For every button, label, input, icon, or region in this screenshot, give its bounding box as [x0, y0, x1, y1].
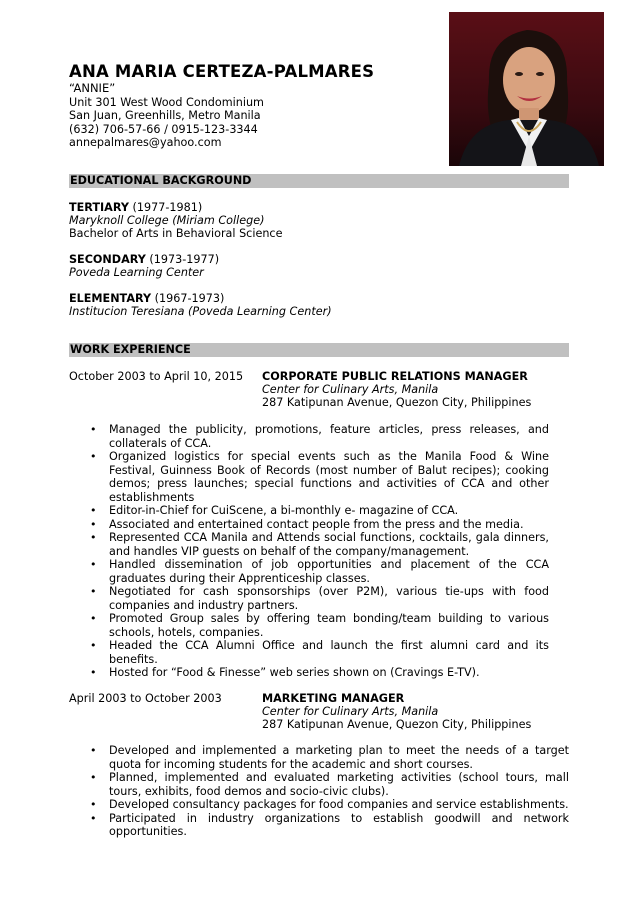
address-line-1: Unit 301 West Wood Condominium — [69, 96, 264, 109]
list-item: • Developed and implemented a marketing plan to meet the needs of a target quota for incoming students for the academic and short courses. — [90, 744, 569, 771]
list-item: • Handled dissemination of job opportunities and placement of the CCA graduates during their Apprenticeship classes. — [90, 558, 549, 585]
job-title: MARKETING MANAGER — [262, 692, 405, 705]
list-item: • Promoted Group sales by offering team bonding/team building to various schools, hotels, companies. — [90, 612, 549, 639]
list-item: • Editor-in-Chief for CuiScene, a bi-monthly e- magazine of CCA. — [90, 504, 549, 518]
portrait-photo — [449, 12, 604, 166]
list-item: • Headed the CCA Alumni Office and launch the first alumni card and its benefits. — [90, 639, 549, 666]
education-level: SECONDARY — [69, 253, 146, 266]
resume-name: ANA MARIA CERTEZA-PALMARES — [69, 62, 375, 81]
job-dates: April 2003 to October 2003 — [69, 692, 222, 705]
education-elementary-school: Institucion Teresiana (Poveda Learning Center) — [69, 305, 332, 318]
section-heading-education: EDUCATIONAL BACKGROUND — [69, 174, 569, 188]
job-title: CORPORATE PUBLIC RELATIONS MANAGER — [262, 370, 528, 383]
job-duties-list — [90, 423, 549, 680]
list-item: • Hosted for “Food & Finesse” web series shown on (Cravings E-TV). — [90, 666, 549, 680]
job-address: 287 Katipunan Avenue, Quezon City, Philippines — [262, 396, 532, 409]
education-secondary-school: Poveda Learning Center — [69, 266, 204, 279]
education-elementary-heading — [69, 292, 224, 305]
list-item: • Associated and entertained contact people from the press and the media. — [90, 518, 549, 532]
job-address: 287 Katipunan Avenue, Quezon City, Philippines — [262, 718, 532, 731]
list-item: • Developed consultancy packages for food companies and service establishments. — [90, 798, 569, 812]
address-line-2: San Juan, Greenhills, Metro Manila — [69, 109, 261, 122]
education-tertiary-degree: Bachelor of Arts in Behavioral Science — [69, 227, 283, 240]
job-duties-list — [90, 744, 569, 839]
education-level: TERTIARY — [69, 201, 129, 214]
job-company: Center for Culinary Arts, Manila — [262, 383, 439, 396]
list-item: • Managed the publicity, promotions, feature articles, press releases, and collaterals of CCA. — [90, 423, 549, 450]
education-years: (1967-1973) — [151, 292, 225, 305]
list-item: • Organized logistics for special events such as the Manila Food & Wine Festival, Guinness Book of Records (most number of Balut recipes); cooking demos; press launches; special functions and activities of CCA and other establishments — [90, 450, 549, 504]
list-item: • Planned, implemented and evaluated marketing activities (school tours, mall tours, exhibits, food demos and socio-civic clubs). — [90, 771, 569, 798]
job-company: Center for Culinary Arts, Manila — [262, 705, 439, 718]
education-years: (1977-1981) — [128, 201, 203, 214]
nickname: “ANNIE” — [69, 81, 116, 95]
education-secondary-heading — [69, 253, 219, 266]
job-dates: October 2003 to April 10, 2015 — [69, 370, 244, 383]
list-item: • Represented CCA Manila and Attends social functions, cocktails, gala dinners, and handles VIP guests on behalf of the company/management. — [90, 531, 549, 558]
section-heading-work: WORK EXPERIENCE — [69, 343, 569, 357]
education-tertiary-school: Maryknoll College (Miriam College) — [69, 214, 265, 227]
education-level: ELEMENTARY — [69, 292, 152, 305]
list-item: • Negotiated for cash sponsorships (over P2M), various tie-ups with food companies and industry partners. — [90, 585, 549, 612]
email-address: annepalmares@yahoo.com — [69, 136, 222, 149]
education-tertiary-heading — [69, 201, 202, 214]
education-years: (1973-1977) — [145, 253, 220, 266]
phone-numbers: (632) 706-57-66 / 0915-123-3344 — [69, 123, 258, 136]
list-item: • Participated in industry organizations to establish goodwill and network opportunities. — [90, 812, 569, 839]
